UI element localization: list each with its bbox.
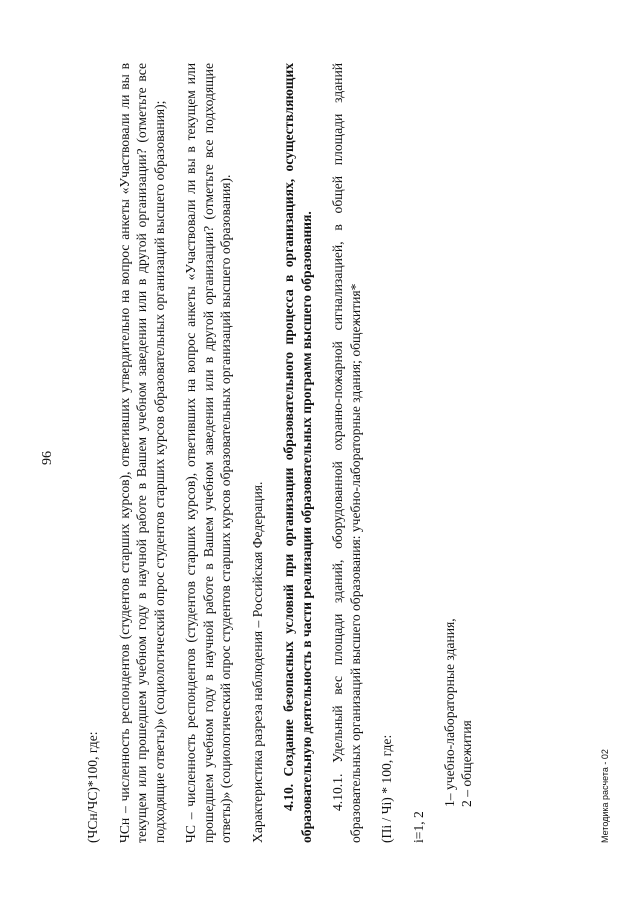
footer-note: Методика расчета - 02 — [600, 749, 610, 843]
observation-slice: Характеристика разреза наблюдения – Российская Федерация. — [249, 481, 265, 843]
formula-area: (Пi / Чi) * 100, где: — [379, 734, 394, 843]
document-body — [84, 63, 475, 843]
index-list — [441, 63, 475, 807]
definition-chs: ЧС – численность респондентов (студентов старших курсов), ответивших на вопрос анкеты «Участвовали ли вы в текущем или прошедшем учебном году в научной работе в Вашем учебном заведении или в другой организации? (отметьте все подходящие ответы)» (социологический опрос студентов старших курсов образовательных организаций высшего образования). — [183, 63, 233, 843]
definition-chsn: ЧСн – численность респондентов (студентов старших курсов), ответивших утвердительно на вопрос анкеты «Участвовали ли вы в текущем или прошедшем учебном году в научной работе в Вашем учебном заведении или в другой организации? (отметьте все подходящие ответы)» (социологический опрос студентов старших курсов образовательных организаций высшего образования); — [116, 63, 167, 843]
section-heading: 4.10. Создание безопасных условий при организации образовательного процесса в организациях, осуществляющих образовательную деятельность в части реализации образовательных программ высшего образования. — [281, 63, 314, 843]
list-item: 1– учебно-лабораторные здания, — [442, 618, 457, 807]
formula-share: (ЧСн/ЧС)*100, где: — [85, 731, 100, 843]
list-item: 2 – общежития — [459, 720, 474, 807]
index-range: i=1, 2 — [410, 811, 426, 843]
subsection-text: 4.10.1. Удельный вес площади зданий, оборудованной охранно-пожарной сигнализацией, в общей площади зданий образовательных организаций высшего образования: учебно-лабораторные здания; общежития* — [330, 63, 363, 843]
page-number: 96 — [40, 451, 55, 465]
